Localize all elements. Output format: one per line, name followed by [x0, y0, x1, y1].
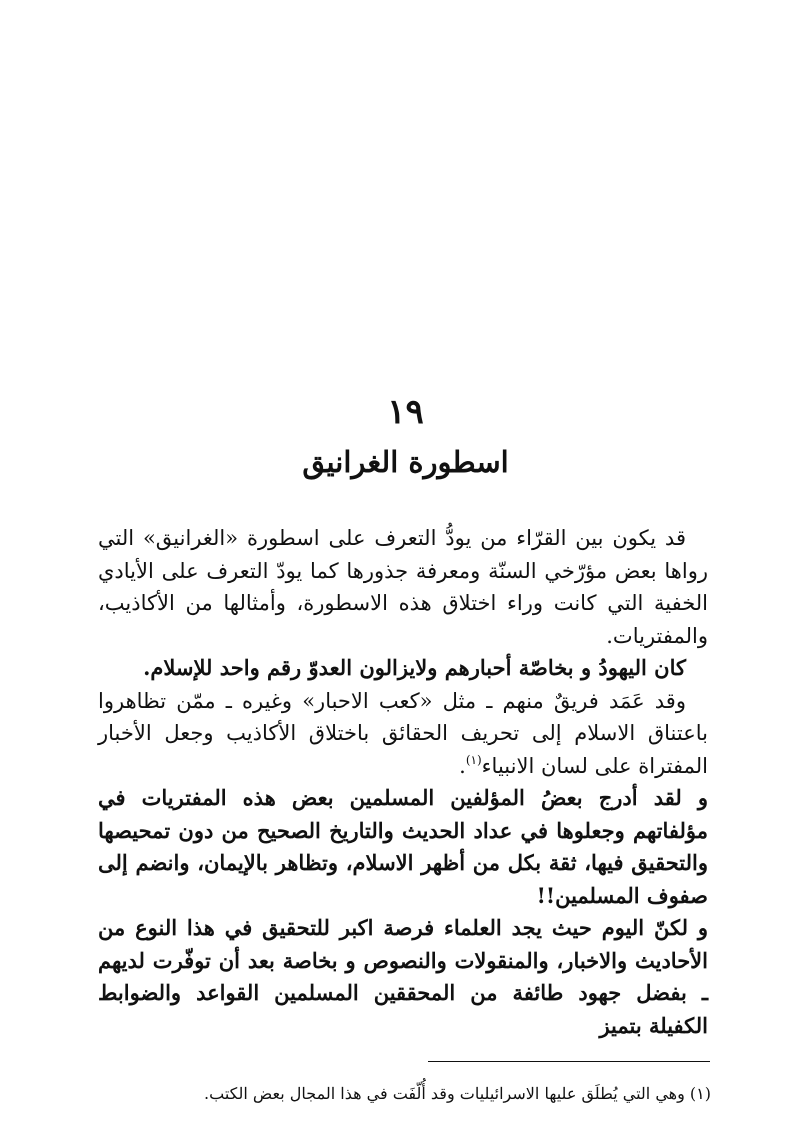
paragraph-jews: كان اليهودُ و بخاصّة أحبارهم ولايزالون العدوّ رقم واحد للإسلام. [143, 655, 686, 680]
chapter-title: اسطورة الغرانيق [302, 445, 509, 479]
footnote-reference[interactable]: (١) [465, 752, 482, 767]
footnote: (١) وهي التي يُطلَق عليها الاسرائيليات وقد أُلّفَت في هذا المجال بعض الكتب. [204, 1084, 711, 1103]
paragraph-kaab [98, 685, 708, 783]
paragraph-kaab-text: وقد عَمَد فريقٌ منهم ـ مثل «كعب الاحبار» وغيره ـ ممّن تظاهروا باعتناق الاسلام إلى تحريف الحقائق باختلاق الأكاذيب وجعل الأخبار المفتراة على لسان الانبياء [98, 688, 708, 778]
paragraph-today: و لكنّ اليوم حيث يجد العلماء فرصة اكبر للتحقيق في هذا النوع من الأحاديث والاخبار، والمنقولات والنصوص و بخاصة بعد أن توفّرت لديهم ـ بفضل جهود طائفة من المحققين المسلمين القواعد والضوابط الكفيلة بتميز [98, 915, 708, 1038]
footnote-separator [428, 1061, 710, 1062]
chapter-number: ١٩ [387, 392, 424, 432]
chapter-body [98, 522, 708, 1042]
paragraph-kaab-end: . [459, 753, 466, 778]
paragraph-authors: و لقد أدرج بعضُ المؤلفين المسلمين بعض هذه المفتريات في مؤلفاتهم وجعلوها في عداد الحديث والتاريخ الصحيح من دون تمحيصها والتحقيق فيها، ثقة بكل من أظهر الاسلام، وتظاهر بالإيمان، وانضم إلى صفوف المسلمين!! [98, 785, 708, 908]
paragraph-intro: قد يكون بين القرّاء من يودُّ التعرف على اسطورة «الغرانيق» التي رواها بعض مؤرّخي السنّة ومعرفة جذورها كما يودّ التعرف على الأيادي الخفية التي كانت وراء اختلاق هذه الاسطورة، وأمثالها من الأكاذيب، والمفتريات. [98, 526, 708, 648]
